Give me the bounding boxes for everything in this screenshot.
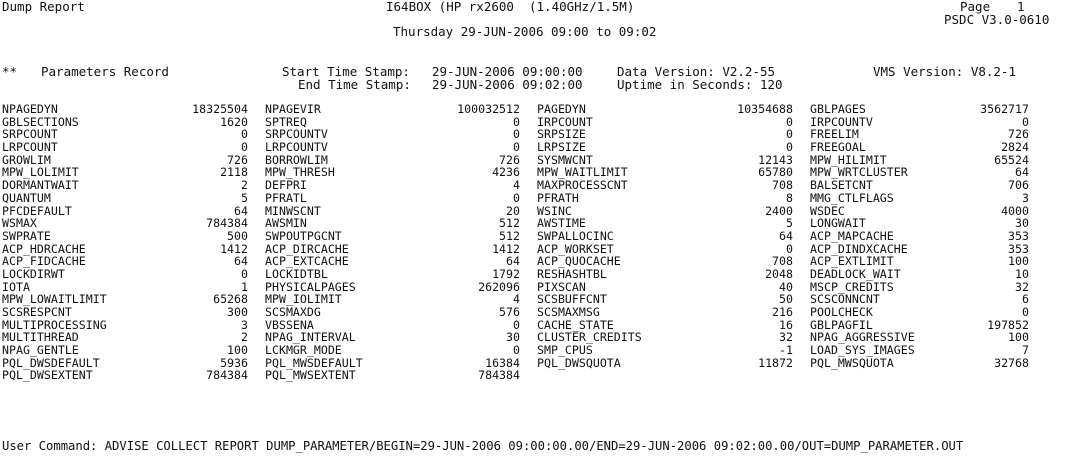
parameter-name: AWSMIN <box>265 216 307 231</box>
parameter-name: ACP_EXTLIMIT <box>810 254 894 269</box>
parameter-value: 32768 <box>994 355 1029 370</box>
parameter-value: 0 <box>1022 114 1029 129</box>
parameter-value: 3562717 <box>980 102 1029 116</box>
parameter-value: 262096 <box>478 279 520 294</box>
parameter-name: BORROWLIM <box>265 152 328 167</box>
parameter-value: 0 <box>241 140 248 155</box>
parameter-name: CLUSTER_CREDITS <box>537 330 642 345</box>
parameter-value: 64 <box>1015 165 1029 180</box>
parameter-value: 0 <box>513 343 520 358</box>
parameter-name: MMG_CTLFLAGS <box>810 190 894 205</box>
end-time-label: End Time Stamp: <box>298 77 411 92</box>
parameter-name: PFRATL <box>265 190 307 205</box>
parameter-value: 353 <box>1008 228 1029 243</box>
parameter-value: 0 <box>786 241 793 256</box>
parameter-value: 708 <box>772 254 793 269</box>
parameter-name: SCSRESPCNT <box>2 305 72 319</box>
parameter-row <box>2 192 1082 205</box>
parameter-value: 0 <box>786 140 793 155</box>
parameter-name: WSMAX <box>2 216 37 231</box>
parameter-value: 4236 <box>492 165 520 180</box>
parameter-value: 18325504 <box>192 102 248 116</box>
parameter-value: 5 <box>786 216 793 231</box>
parameter-value: 0 <box>241 266 248 281</box>
parameter-value: 1792 <box>492 266 520 281</box>
parameter-name: GBLPAGES <box>810 102 866 116</box>
parameter-name: SYSMWCNT <box>537 152 593 167</box>
parameter-value: 100 <box>227 343 248 358</box>
parameter-name: LCKMGR_MODE <box>265 343 342 358</box>
parameter-name: RESHASHTBL <box>537 266 607 281</box>
parameter-value: 0 <box>1022 305 1029 319</box>
parameter-value: 30 <box>506 330 520 345</box>
parameter-value: 100 <box>1008 254 1029 269</box>
parameter-name: POOLCHECK <box>810 305 873 319</box>
parameter-name: MPW_LOLIMIT <box>2 165 79 180</box>
parameter-value: 576 <box>499 305 520 319</box>
record-title: Parameters Record <box>41 64 169 79</box>
parameter-name: GBLSECTIONS <box>2 114 79 129</box>
parameter-name: SMP_CPUS <box>537 343 593 358</box>
parameter-name: PHYSICALPAGES <box>265 279 356 294</box>
parameter-row <box>2 344 1082 357</box>
parameter-value: 1412 <box>220 241 248 256</box>
start-time-label: Start Time Stamp: <box>282 64 410 79</box>
parameter-name: ACP_EXTCACHE <box>265 254 349 269</box>
parameter-name: PIXSCAN <box>537 279 586 294</box>
parameter-name: SWPOUTPGCNT <box>265 228 342 243</box>
parameter-row <box>2 369 1082 382</box>
parameter-row <box>2 179 1082 192</box>
parameter-value: 64 <box>234 203 248 218</box>
parameter-value: 2 <box>241 178 248 193</box>
parameter-name: PQL_DWSEXTENT <box>2 368 93 383</box>
parameter-name: IRPCOUNTV <box>810 114 873 129</box>
parameter-name: NPAGEVIR <box>265 102 321 116</box>
parameter-value: 706 <box>1008 178 1029 193</box>
vms-version: VMS Version: V8.2-1 <box>873 64 1016 79</box>
parameter-name: NPAG_INTERVAL <box>265 330 356 345</box>
parameter-value: 2048 <box>765 266 793 281</box>
parameter-name: PFCDEFAULT <box>2 203 72 218</box>
parameter-value: 6 <box>1022 292 1029 307</box>
parameter-name: DORMANTWAIT <box>2 178 79 193</box>
parameter-name: ACP_FIDCACHE <box>2 254 86 269</box>
parameter-value: 50 <box>779 292 793 307</box>
page-number: 1 <box>1017 0 1025 14</box>
parameter-value: 65268 <box>213 292 248 307</box>
parameter-name: PQL_MWSDEFAULT <box>265 355 363 370</box>
parameter-name: MULTIPROCESSING <box>2 317 107 332</box>
parameter-value: 0 <box>513 140 520 155</box>
report-version: PSDC V3.0-0610 <box>944 12 1050 27</box>
parameter-value: 784384 <box>206 368 248 383</box>
parameters-table <box>2 103 1082 382</box>
parameter-value: 30 <box>1015 216 1029 231</box>
parameter-value: 11872 <box>758 355 793 370</box>
parameter-value: 0 <box>513 114 520 129</box>
end-time-value: 29-JUN-2006 09:02:00 <box>432 77 583 92</box>
parameter-value: 216 <box>772 305 793 319</box>
parameter-value: 726 <box>499 152 520 167</box>
parameter-value: 0 <box>513 317 520 332</box>
parameter-name: SPTREQ <box>265 114 307 129</box>
parameter-name: MAXPROCESSCNT <box>537 178 628 193</box>
parameter-name: DEFPRI <box>265 178 307 193</box>
parameter-value: 4 <box>513 292 520 307</box>
parameter-value: 500 <box>227 228 248 243</box>
parameter-name: PAGEDYN <box>537 102 586 116</box>
parameter-value: 708 <box>772 178 793 193</box>
parameter-value: 726 <box>1008 127 1029 142</box>
parameter-name: ACP_QUOCACHE <box>537 254 621 269</box>
parameter-value: 64 <box>234 254 248 269</box>
parameter-name: DEADLOCK_WAIT <box>810 266 901 281</box>
system-name: I64BOX (HP rx2600 (1.40GHz/1.5M) <box>386 0 635 14</box>
parameter-name: WSDEC <box>810 203 845 218</box>
parameter-name: SRPCOUNTV <box>265 127 328 142</box>
parameter-name: ACP_WORKSET <box>537 241 614 256</box>
parameter-name: NPAG_GENTLE <box>2 343 79 358</box>
parameter-value: 1620 <box>220 114 248 129</box>
parameter-name: LOCKDIRWT <box>2 266 65 281</box>
parameter-name: MPW_HILIMIT <box>810 152 887 167</box>
parameter-value: 2 <box>241 330 248 345</box>
parameter-row <box>2 268 1082 281</box>
parameter-value: 3 <box>241 317 248 332</box>
parameter-name: LOCKIDTBL <box>265 266 328 281</box>
parameter-name: ACP_DINDXCACHE <box>810 241 908 256</box>
parameter-value: 726 <box>227 152 248 167</box>
parameter-value: 2824 <box>1001 140 1029 155</box>
parameter-name: FREEGOAL <box>810 140 866 155</box>
parameter-value: 16384 <box>485 355 520 370</box>
parameter-value: 10 <box>1015 266 1029 281</box>
parameter-value: 353 <box>1008 241 1029 256</box>
parameter-value: 20 <box>506 203 520 218</box>
parameter-name: ACP_MAPCACHE <box>810 228 894 243</box>
parameter-value: 2118 <box>220 165 248 180</box>
parameter-name: MPW_IOLIMIT <box>265 292 342 307</box>
parameter-name: GROWLIM <box>2 152 51 167</box>
parameter-value: 100032512 <box>457 102 520 116</box>
parameter-value: 100 <box>1008 330 1029 345</box>
parameter-name: MPW_WRTCLUSTER <box>810 165 908 180</box>
parameter-name: GBLPAGFIL <box>810 317 873 332</box>
parameter-name: ACP_DIRCACHE <box>265 241 349 256</box>
data-version: Data Version: V2.2-55 <box>617 64 776 79</box>
parameter-value: 0 <box>786 114 793 129</box>
parameter-name: QUANTUM <box>2 190 51 205</box>
parameter-name: MSCP_CREDITS <box>810 279 894 294</box>
parameter-name: CACHE_STATE <box>537 317 614 332</box>
parameter-value: 784384 <box>206 216 248 231</box>
parameter-name: LRPCOUNT <box>2 140 58 155</box>
parameter-name: FREELIM <box>810 127 859 142</box>
parameter-name: PFRATH <box>537 190 579 205</box>
parameter-row <box>2 103 1082 116</box>
date-range: Thursday 29-JUN-2006 09:00 to 09:02 <box>393 24 657 39</box>
parameter-value: 8 <box>786 190 793 205</box>
parameter-name: MINWSCNT <box>265 203 321 218</box>
parameter-value: 5936 <box>220 355 248 370</box>
report-title: Dump Report <box>2 0 85 14</box>
parameter-value: 512 <box>499 228 520 243</box>
parameter-value: 4000 <box>1001 203 1029 218</box>
parameter-name: LONGWAIT <box>810 216 866 231</box>
parameter-name: SCSMAXDG <box>265 305 321 319</box>
parameter-value: 3 <box>1022 190 1029 205</box>
parameter-name: VBSSENA <box>265 317 314 332</box>
parameter-value: 32 <box>779 330 793 345</box>
parameter-name: SWPALLOCINC <box>537 228 614 243</box>
parameter-value: 10354688 <box>737 102 793 116</box>
uptime-seconds: Uptime in Seconds: 120 <box>617 77 783 92</box>
parameter-name: ACP_HDRCACHE <box>2 241 86 256</box>
parameter-name: MPW_WAITLIMIT <box>537 165 628 180</box>
parameter-value: 40 <box>779 279 793 294</box>
parameter-name: AWSTIME <box>537 216 586 231</box>
parameter-value: 197852 <box>987 317 1029 332</box>
parameter-name: MULTITHREAD <box>2 330 79 345</box>
parameter-value: 0 <box>241 127 248 142</box>
parameter-name: PQL_MWSEXTENT <box>265 368 356 383</box>
parameter-value: 4 <box>513 178 520 193</box>
parameter-name: BALSETCNT <box>810 178 873 193</box>
parameter-name: LRPSIZE <box>537 140 586 155</box>
parameter-name: LRPCOUNTV <box>265 140 328 155</box>
user-command: User Command: ADVISE COLLECT REPORT DUMP_PARAMETER/BEGIN=29-JUN-2006 09:00:00.00/END=29-JUN-2006 09:02:00.00/OUT=DUMP_PARAMETER.OUT <box>2 439 964 453</box>
parameter-value: 1 <box>241 279 248 294</box>
parameter-name: IOTA <box>2 279 30 294</box>
page-label: Page <box>960 0 991 14</box>
parameter-value: 300 <box>227 305 248 319</box>
parameter-value: 32 <box>1015 279 1029 294</box>
parameter-value: 2400 <box>765 203 793 218</box>
parameter-row <box>2 357 1082 370</box>
parameter-name: MPW_LOWAITLIMIT <box>2 292 107 307</box>
parameter-value: 1412 <box>492 241 520 256</box>
parameter-value: 64 <box>506 254 520 269</box>
parameter-name: SCSMAXMSG <box>537 305 600 319</box>
parameter-value: 16 <box>779 317 793 332</box>
parameter-value: 65524 <box>994 152 1029 167</box>
parameter-name: LOAD_SYS_IMAGES <box>810 343 915 358</box>
parameter-name: IRPCOUNT <box>537 114 593 129</box>
parameter-name: PQL_DWSDEFAULT <box>2 355 100 370</box>
parameter-value: 0 <box>513 127 520 142</box>
parameter-value: 0 <box>786 127 793 142</box>
parameter-value: 7 <box>1022 343 1029 358</box>
parameter-name: PQL_DWSQUOTA <box>537 355 621 370</box>
parameter-name: MPW_THRESH <box>265 165 335 180</box>
parameter-name: PQL_MWSQUOTA <box>810 355 894 370</box>
parameter-value: 784384 <box>478 368 520 383</box>
parameter-value: 65780 <box>758 165 793 180</box>
parameter-value: 64 <box>779 228 793 243</box>
parameter-row <box>2 230 1082 243</box>
parameter-name: SCSCONNCNT <box>810 292 880 307</box>
parameter-name: WSINC <box>537 203 572 218</box>
parameter-value: 5 <box>241 190 248 205</box>
parameter-value: 0 <box>513 190 520 205</box>
record-marker: ** <box>2 64 18 79</box>
parameter-value: 512 <box>499 216 520 231</box>
parameter-name: SRPSIZE <box>537 127 586 142</box>
parameter-name: NPAG_AGGRESSIVE <box>810 330 915 345</box>
parameter-name: SRPCOUNT <box>2 127 58 142</box>
parameter-name: SCSBUFFCNT <box>537 292 607 307</box>
start-time-value: 29-JUN-2006 09:00:00 <box>432 64 583 79</box>
parameter-row <box>2 217 1082 230</box>
parameter-name: NPAGEDYN <box>2 102 58 116</box>
parameter-value: 12143 <box>758 152 793 167</box>
parameter-row <box>2 141 1082 154</box>
parameter-row <box>2 306 1082 319</box>
parameter-value: -1 <box>779 343 793 358</box>
parameter-name: SWPRATE <box>2 228 51 243</box>
